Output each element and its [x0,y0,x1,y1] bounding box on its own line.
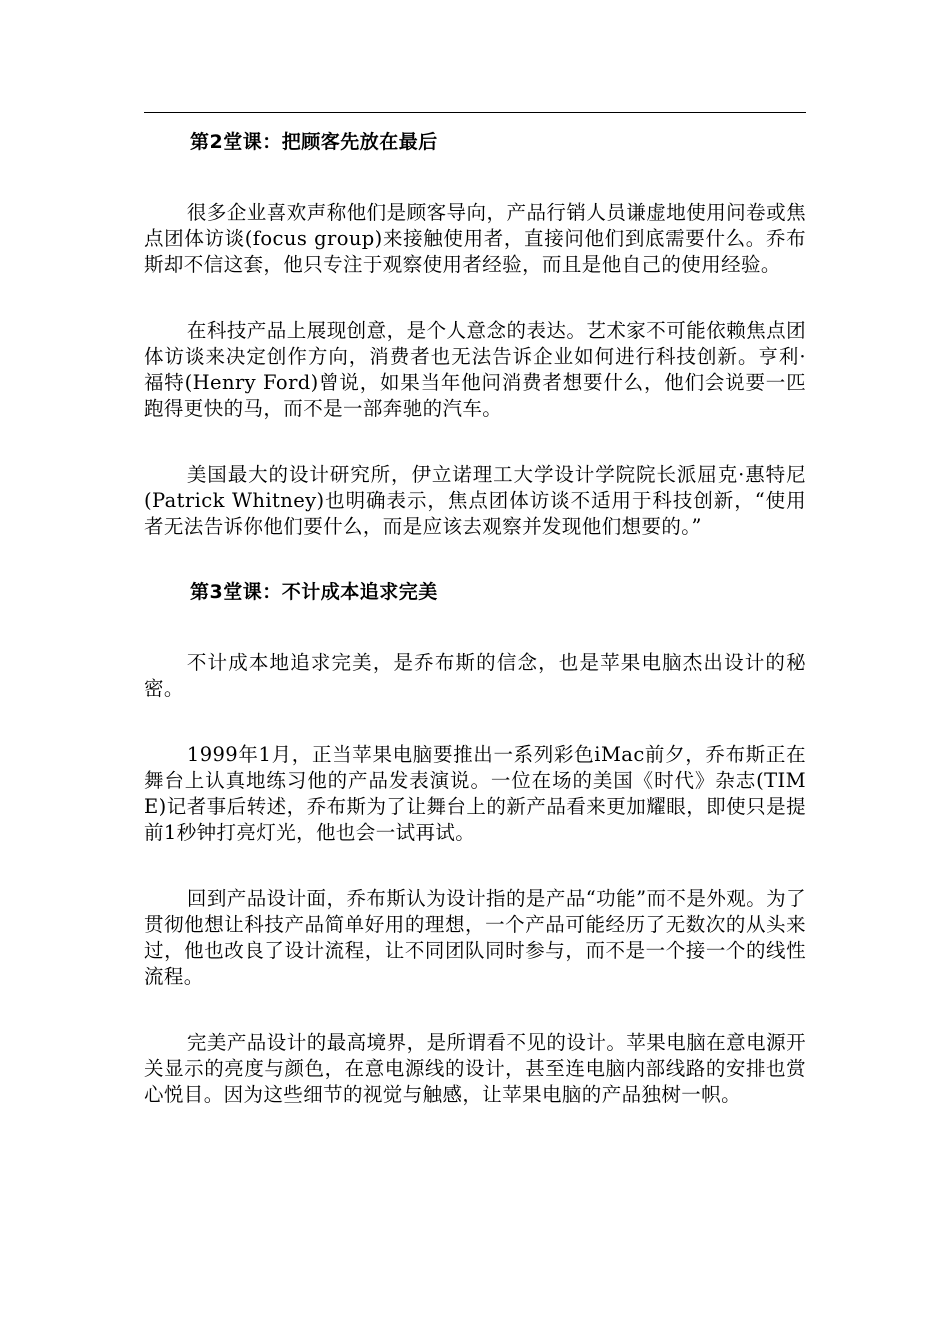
paragraph: 回到产品设计面，乔布斯认为设计指的是产品“功能”而不是外观。为了贯彻他想让科技产品简单好用的理想，一个产品可能经历了无数次的从头来过，他也改良了设计流程，让不同团队同时参与，而不是一个接一个的线性流程。 [144,887,806,988]
section-heading: 第3堂课：不计成本追求完美 [190,581,438,603]
document-body [144,130,806,1108]
paragraph: 美国最大的设计研究所，伊立诺理工大学设计学院院长派屈克·惠特尼(Patrick Whitney)也明确表示，焦点团体访谈不适用于科技创新，“使用者无法告诉你他们要什么，而是应该去观察并发现他们想要的。” [144,463,806,538]
paragraph: 很多企业喜欢声称他们是顾客导向，产品行销人员谦虚地使用问卷或焦点团体访谈(focus group)来接触使用者，直接问他们到底需要什么。乔布斯却不信这套，他只专注于观察使用者经验，而且是他自己的使用经验。 [144,201,806,276]
paragraph: 1999年1月，正当苹果电脑要推出一系列彩色iMac前夕，乔布斯正在舞台上认真地练习他的产品发表演说。一位在场的美国《时代》杂志(TIME)记者事后转述，乔布斯为了让舞台上的新产品看来更加耀眼，即使只是提前1秒钟打亮灯光，他也会一试再试。 [144,743,806,844]
paragraph: 完美产品设计的最高境界，是所谓看不见的设计。苹果电脑在意电源开关显示的亮度与颜色，在意电源线的设计，甚至连电脑内部线路的安排也赏心悦目。因为这些细节的视觉与触感，让苹果电脑的产品独树一帜。 [144,1031,806,1106]
header-rule [144,112,806,113]
paragraph: 不计成本地追求完美，是乔布斯的信念，也是苹果电脑杰出设计的秘密。 [144,651,806,700]
section-heading: 第2堂课：把顾客先放在最后 [190,131,438,153]
paragraph: 在科技产品上展现创意，是个人意念的表达。艺术家不可能依赖焦点团体访谈来决定创作方向，消费者也无法告诉企业如何进行科技创新。亨利·福特(Henry Ford)曾说，如果当年他问消费者想要什么，他们会说要一匹跑得更快的马，而不是一部奔驰的汽车。 [144,319,806,420]
